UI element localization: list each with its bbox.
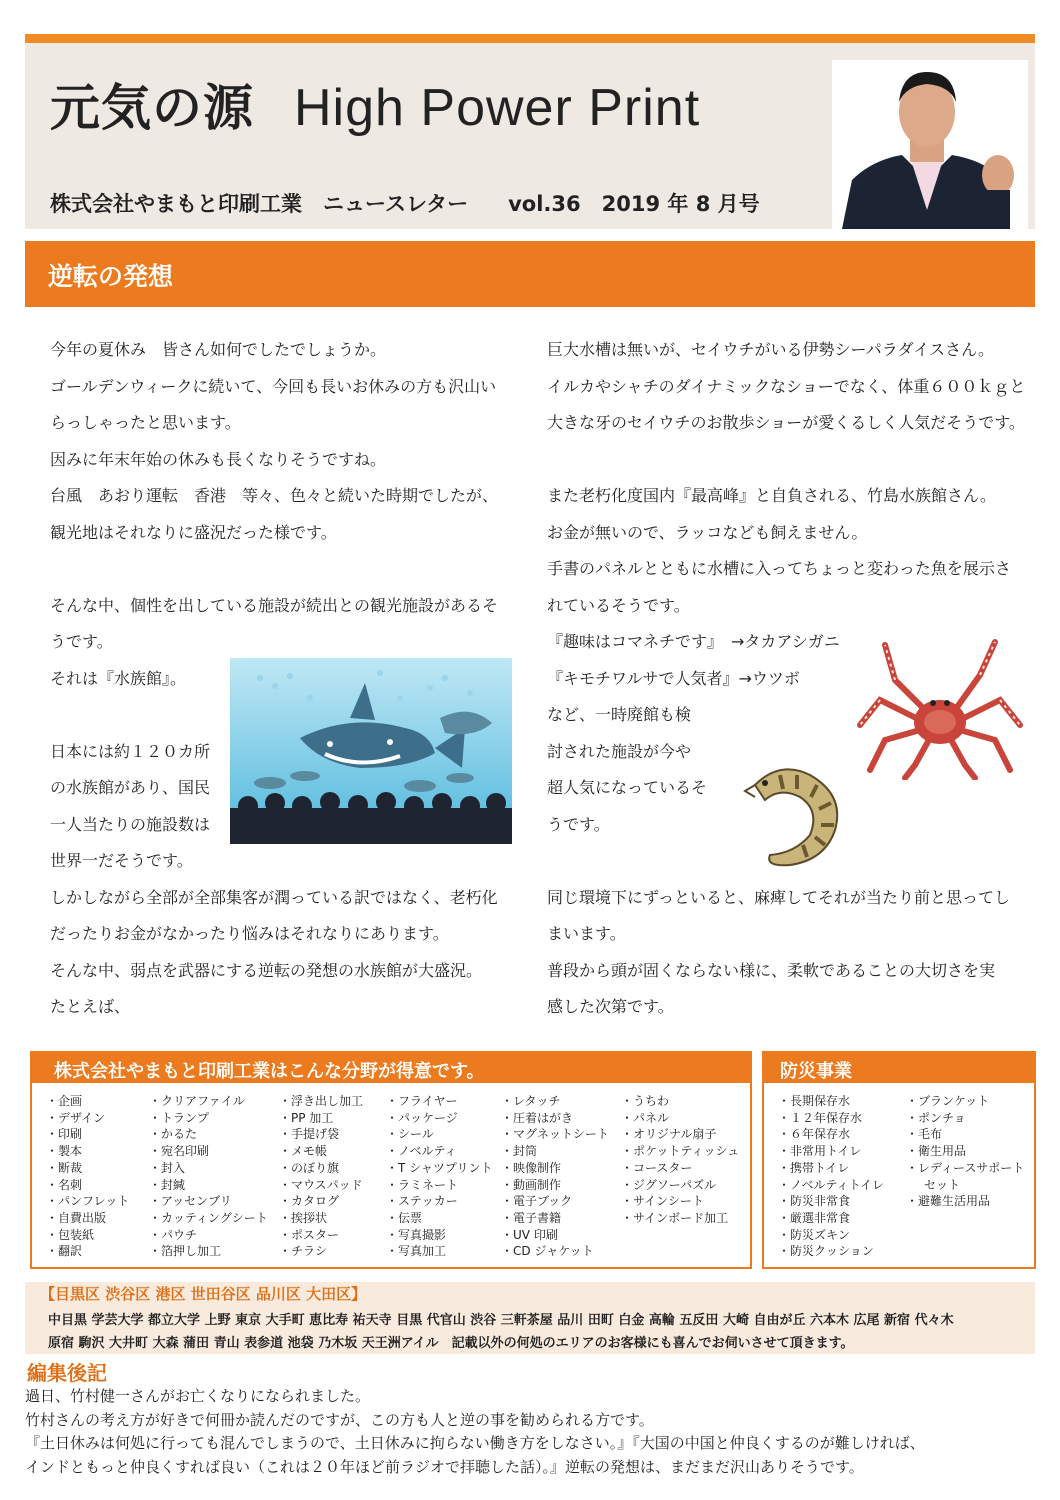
service-item: ・ 印刷 bbox=[46, 1126, 129, 1143]
editor-note-line: 竹村さんの考え方が好きで何冊か読んだのですが、この方も人と逆の事を勧められる方です。 bbox=[25, 1410, 654, 1429]
disaster-item: ・ ノベルティトイレ bbox=[778, 1177, 884, 1194]
editor-note-line: 過日、竹村健一さんがお亡くなりになられました。 bbox=[25, 1387, 371, 1405]
title-japanese: 元気の源 bbox=[50, 79, 254, 137]
service-item: ・ ラミネート bbox=[386, 1177, 492, 1194]
service-item: ・ 映像制作 bbox=[501, 1160, 609, 1177]
service-item: ・ サインボード加工 bbox=[621, 1210, 739, 1227]
service-item: ・ ポスター bbox=[279, 1227, 363, 1244]
service-item: ・ マグネットシート bbox=[501, 1126, 609, 1143]
service-item: ・ 伝票 bbox=[386, 1210, 492, 1227]
article-paragraph-line: 因みに年末年始の休みも長くなりそうですね。 bbox=[50, 449, 387, 469]
disaster-box bbox=[762, 1051, 1036, 1269]
section-heading-band bbox=[25, 241, 1035, 307]
service-item: ・ アッセンブリ bbox=[149, 1193, 268, 1210]
service-item: ・ チラシ bbox=[279, 1243, 363, 1260]
disaster-item: ・ 毛布 bbox=[906, 1126, 1024, 1143]
disaster-box-title: 防災事業 bbox=[780, 1061, 852, 1082]
article-paragraph-line: うです。 bbox=[50, 632, 113, 651]
service-item: ・ 企画 bbox=[46, 1093, 129, 1110]
section-title: 逆転の発想 bbox=[48, 262, 174, 291]
disaster-item: ・ 携帯トイレ bbox=[778, 1160, 884, 1177]
spider-crab-illustration bbox=[855, 630, 1025, 780]
services-column bbox=[501, 1093, 609, 1260]
service-item: ・ 挨拶状 bbox=[279, 1210, 363, 1227]
article-paragraph-line: しかしながら全部が全部集客が潤っている訳ではなく、老朽化 bbox=[50, 887, 498, 907]
disaster-item: ・ レディースサポート bbox=[906, 1160, 1024, 1177]
article-paragraph-line: 世界一だそうです。 bbox=[50, 851, 193, 870]
service-item: ・ 封緘 bbox=[149, 1177, 268, 1194]
newsletter-subtitle bbox=[50, 188, 760, 218]
service-area-line: 原宿 駒沢 大井町 大森 蒲田 青山 表参道 池袋 乃木坂 天王洲アイル 記載以外の何処のエリアのお客様にも喜んでお伺いさせて頂きます。 bbox=[48, 1336, 854, 1351]
article-paragraph-line: そんな中、弱点を武器にする逆転の発想の水族館が大盛況。 bbox=[50, 960, 483, 980]
services-column bbox=[149, 1093, 268, 1260]
article-paragraph-line: れているそうです。 bbox=[547, 595, 690, 615]
disaster-item: ・ 長期保存水 bbox=[778, 1093, 884, 1110]
article-paragraph-line: 巨大水槽は無いが、セイウチがいる伊勢シーパラダイスさん。 bbox=[547, 340, 995, 359]
service-item: ・ パネル bbox=[621, 1110, 739, 1127]
article-paragraph-line: イルカやシャチのダイナミックなショーでなく、体重６００ｋｇと bbox=[547, 376, 1026, 396]
article-paragraph-line: 『キモチワルサで人気者』→ウツボ bbox=[547, 668, 800, 688]
article-paragraph-line: 手書のパネルとともに水槽に入ってちょっと変わった魚を展示さ bbox=[547, 559, 1011, 578]
service-item: ・ パンフレット bbox=[46, 1193, 129, 1210]
service-item: ・ デザイン bbox=[46, 1110, 129, 1127]
company-newsletter: 株式会社やまもと印刷工業 ニュースレター bbox=[50, 192, 469, 216]
editor-note-line: 『土日休みは何処に行っても混んでしまうので、土日休みに拘らない働き方をしなさい。』『大国の中国と仲良くするのが難しければ、 bbox=[25, 1434, 925, 1452]
service-item: ・ 断裁 bbox=[46, 1160, 129, 1177]
service-item: ・ ジグソーパズル bbox=[621, 1177, 739, 1194]
services-column bbox=[46, 1093, 129, 1260]
service-item: ・ 浮き出し加工 bbox=[279, 1093, 363, 1110]
article-paragraph-line: 台風 あおり運転 香港 等々、色々と続いた時期でしたが、 bbox=[50, 486, 499, 505]
service-item: ・ コースター bbox=[621, 1160, 739, 1177]
service-item: ・ 製本 bbox=[46, 1143, 129, 1160]
services-box bbox=[30, 1051, 752, 1269]
disaster-item: ・ ブランケット bbox=[906, 1093, 1024, 1110]
article-paragraph-line: それは『水族館』。 bbox=[50, 668, 187, 688]
service-item: ・ パッケージ bbox=[386, 1110, 492, 1127]
service-item: ・ のぼり旗 bbox=[279, 1160, 363, 1177]
service-item: ・ 宛名印刷 bbox=[149, 1143, 268, 1160]
moray-eel-illustration bbox=[735, 745, 865, 875]
service-area-title: 【目黒区 渋谷区 港区 世田谷区 品川区 大田区】 bbox=[40, 1285, 367, 1303]
article-paragraph-line: だったりお金がなかったり悩みはそれなりにあります。 bbox=[50, 924, 449, 943]
article-paragraph-line: うです。 bbox=[547, 814, 610, 834]
service-item: ・ メモ帳 bbox=[279, 1143, 363, 1160]
newsletter-title bbox=[50, 68, 700, 140]
service-item: ・ うちわ bbox=[621, 1093, 739, 1110]
service-item: ・ フライヤー bbox=[386, 1093, 492, 1110]
article-paragraph-line: また老朽化度国内『最高峰』と自負される、竹島水族館さん。 bbox=[547, 486, 996, 505]
services-column bbox=[621, 1093, 739, 1227]
service-item: ・ カタログ bbox=[279, 1193, 363, 1210]
service-item: ・ 自費出版 bbox=[46, 1210, 129, 1227]
disaster-item: ・ 厳選非常食 bbox=[778, 1210, 884, 1227]
disaster-item: ・ 非常用トイレ bbox=[778, 1143, 884, 1160]
service-item: ・ CD ジャケット bbox=[501, 1243, 609, 1260]
service-item: ・ パウチ bbox=[149, 1227, 268, 1244]
service-item: ・ ポケットティッシュ bbox=[621, 1143, 739, 1160]
service-item: ・ 写真加工 bbox=[386, 1243, 492, 1260]
article-paragraph-line: の水族館があり、国民 bbox=[50, 778, 211, 797]
disaster-item: ・ ６年保存水 bbox=[778, 1126, 884, 1143]
disaster-item: ・ 防災非常食 bbox=[778, 1193, 884, 1210]
aquarium-illustration bbox=[230, 658, 512, 844]
disaster-item: ・ 衛生用品 bbox=[906, 1143, 1024, 1160]
service-item: ・ トランプ bbox=[149, 1110, 268, 1127]
service-item: ・ マウスパッド bbox=[279, 1177, 363, 1194]
service-item: ・ 箔押し加工 bbox=[149, 1243, 268, 1260]
disaster-column bbox=[778, 1093, 884, 1260]
article-paragraph-line: まいます。 bbox=[547, 924, 626, 943]
service-item: ・ 翻訳 bbox=[46, 1243, 129, 1260]
article-paragraph-line: お金が無いので、ラッコなども飼えません。 bbox=[547, 522, 868, 542]
article-paragraph-line: 観光地はそれなりに盛況だった様です。 bbox=[50, 522, 337, 542]
service-item: ・ レタッチ bbox=[501, 1093, 609, 1110]
article-paragraph-line: 一人当たりの施設数は bbox=[50, 814, 211, 834]
article-paragraph-line: 超人気になっているそ bbox=[547, 778, 708, 797]
title-english: High Power Print bbox=[294, 79, 701, 137]
service-item: ・ オリジナル扇子 bbox=[621, 1126, 739, 1143]
article-paragraph-line: ゴールデンウィークに続いて、今回も長いお休みの方も沢山い bbox=[50, 376, 497, 396]
service-item: ・ UV 印刷 bbox=[501, 1227, 609, 1244]
article-paragraph-line: 同じ環境下にずっといると、麻痺してそれが当たり前と思ってし bbox=[547, 887, 1011, 907]
header-accent-bar bbox=[25, 34, 1035, 43]
disaster-item: ・ １２年保存水 bbox=[778, 1110, 884, 1127]
disaster-item: ・ 避難生活用品 bbox=[906, 1193, 1024, 1210]
service-item: ・ 動画制作 bbox=[501, 1177, 609, 1194]
editor-note-title: 編集後記 bbox=[27, 1361, 107, 1385]
author-portrait bbox=[832, 60, 1028, 229]
article-paragraph-line: 感した次第です。 bbox=[547, 997, 674, 1016]
service-item: ・ PP 加工 bbox=[279, 1110, 363, 1127]
service-item: ・ カッティングシート bbox=[149, 1210, 268, 1227]
article-paragraph-line: 『趣味はコマネチです』 →タカアシガニ bbox=[547, 632, 840, 651]
disaster-item: ・ ポンチョ bbox=[906, 1110, 1024, 1127]
article-paragraph-line: たとえば、 bbox=[50, 997, 131, 1016]
article-paragraph-line: 今年の夏休み 皆さん如何でしたでしょうか。 bbox=[50, 340, 387, 359]
service-item: ・ ノベルティ bbox=[386, 1143, 492, 1160]
article-paragraph-line: 大きな牙のセイウチのお散歩ショーが愛くるしく人気だそうです。 bbox=[547, 413, 1025, 432]
service-item: ・ T シャツプリント bbox=[386, 1160, 492, 1177]
article-paragraph-line: らっしゃったと思います。 bbox=[50, 413, 241, 432]
issue-number: vol.36 2019 年 8 月号 bbox=[508, 192, 760, 216]
service-item: ・ 封筒 bbox=[501, 1143, 609, 1160]
disaster-item: ・ 防災クッション bbox=[778, 1243, 884, 1260]
service-item: ・ クリアファイル bbox=[149, 1093, 268, 1110]
service-item: ・ シール bbox=[386, 1126, 492, 1143]
article-paragraph-line: など、一時廃館も検 bbox=[547, 705, 692, 724]
disaster-item: ・ 防災ズキン bbox=[778, 1227, 884, 1244]
service-item: ・ 手提げ袋 bbox=[279, 1126, 363, 1143]
services-box-title: 株式会社やまもと印刷工業はこんな分野が得意です。 bbox=[54, 1061, 485, 1082]
article-paragraph-line: そんな中、個性を出している施設が続出との観光施設があるそ bbox=[50, 595, 499, 615]
service-item: ・ サインシート bbox=[621, 1193, 739, 1210]
service-item: ・ 包装紙 bbox=[46, 1227, 129, 1244]
disaster-column bbox=[906, 1093, 1024, 1210]
service-item: ・ 名刺 bbox=[46, 1177, 129, 1194]
editor-note bbox=[25, 1385, 925, 1479]
service-item: ・ 圧着はがき bbox=[501, 1110, 609, 1127]
service-item: ・ 封入 bbox=[149, 1160, 268, 1177]
service-item: ・ ステッカー bbox=[386, 1193, 492, 1210]
article-paragraph-line: 討された施設が今や bbox=[547, 741, 692, 761]
service-item: ・ 電子書籍 bbox=[501, 1210, 609, 1227]
services-column bbox=[386, 1093, 492, 1260]
service-area-line: 中目黒 学芸大学 都立大学 上野 東京 大手町 恵比寿 祐天寺 目黒 代官山 渋谷 三軒茶屋 品川 田町 白金 高輪 五反田 大崎 自由が丘 六本木 広尾 新宿 代々木 bbox=[48, 1313, 954, 1328]
article-paragraph-line: 普段から頭が固くならない様に、柔軟であることの大切さを実 bbox=[547, 960, 996, 980]
service-item: ・ かるた bbox=[149, 1126, 268, 1143]
article-paragraph-line: 日本には約１２０カ所 bbox=[50, 741, 211, 761]
disaster-item-continued: セット bbox=[924, 1177, 961, 1192]
editor-note-line: インドともっと仲良くすれば良い（これは２０年ほど前ラジオで拝聴した話）。』逆転の発想は、まだまだ沢山ありそうです。 bbox=[25, 1457, 864, 1476]
service-item: ・ 写真撮影 bbox=[386, 1227, 492, 1244]
service-item: ・ 電子ブック bbox=[501, 1193, 609, 1210]
services-column bbox=[279, 1093, 363, 1260]
